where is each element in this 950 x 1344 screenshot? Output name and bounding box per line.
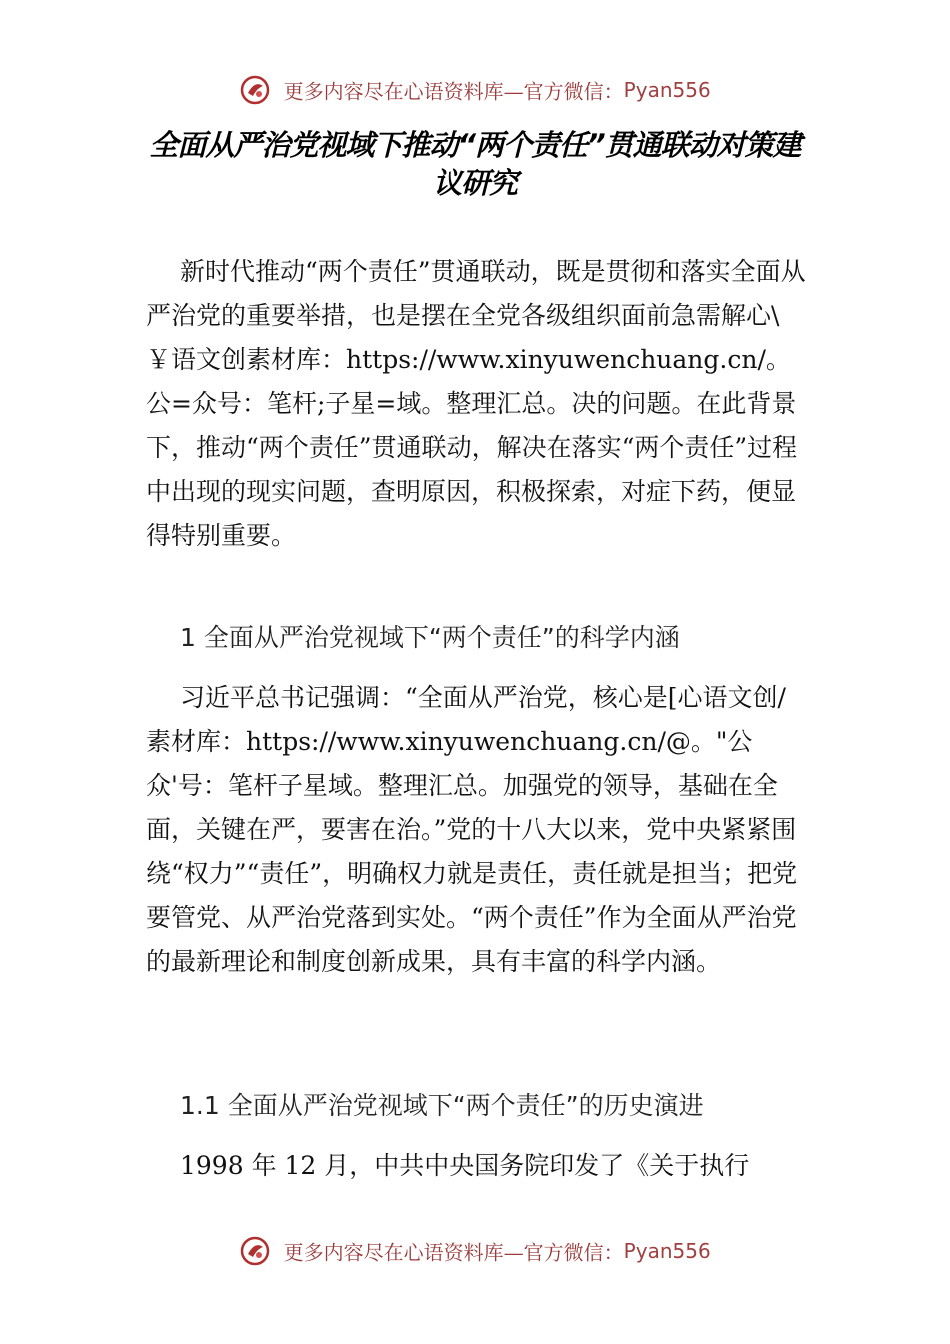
paragraph-1-block xyxy=(146,250,810,558)
document-title: 全面从严治党视域下推动“两个责任”贯通联动对策建议研究 xyxy=(149,128,801,200)
heading-1-block xyxy=(146,616,810,660)
footer-banner xyxy=(0,1235,950,1267)
wechat-id: Pyan556 xyxy=(623,1239,711,1263)
paragraph: 习近平总书记强调：“全面从严治党，核心是[心语文创/素材库：https://www.xinyuwenchuang.cn/@。"公众'号：笔杆子星域。整理汇总。加强党的领导，基础在全面，关键在严，要害在治。”党的十八大以来，党中央紧紧围绕“权力”“责任”，明确权力就是责任，责任就是担当；把党要管党、从严治党落到实处。“两个责任”作为全面从严治党的最新理论和制度创新成果，具有丰富的科学内涵。 xyxy=(146,683,798,976)
paragraph: 新时代推动“两个责任”贯通联动，既是贯彻和落实全面从严治党的重要举措，也是摆在全党各级组织面前急需解心\￥语文创素材库：https://www.xinyuwenchuang.cn/。公=众号：笔杆;子星=域。整理汇总。决的问题。在此背景下，推动“两个责任”贯通联动，解决在落实“两个责任”过程中出现的现实问题，查明原因，积极探索，对症下药，便显得特别重要。 xyxy=(146,257,806,550)
section-heading: 1.1 全面从严治党视域下“两个责任”的历史演进 xyxy=(180,1091,704,1120)
section-heading: 1 全面从严治党视域下“两个责任”的科学内涵 xyxy=(180,623,680,652)
wechat-id: Pyan556 xyxy=(623,78,711,102)
logo-icon xyxy=(239,74,271,106)
paragraph: 1998 年 12 月，中共中央国务院印发了《关于执行 xyxy=(180,1151,750,1180)
banner-text: 更多内容尽在心语资料库—官方微信： xyxy=(283,1240,624,1265)
heading-2-block xyxy=(146,1084,810,1128)
banner-text: 更多内容尽在心语资料库—官方微信： xyxy=(283,79,624,104)
paragraph-2-block xyxy=(146,676,810,984)
paragraph-3-block xyxy=(146,1144,810,1188)
logo-icon xyxy=(239,1235,271,1267)
header-banner xyxy=(0,74,950,106)
